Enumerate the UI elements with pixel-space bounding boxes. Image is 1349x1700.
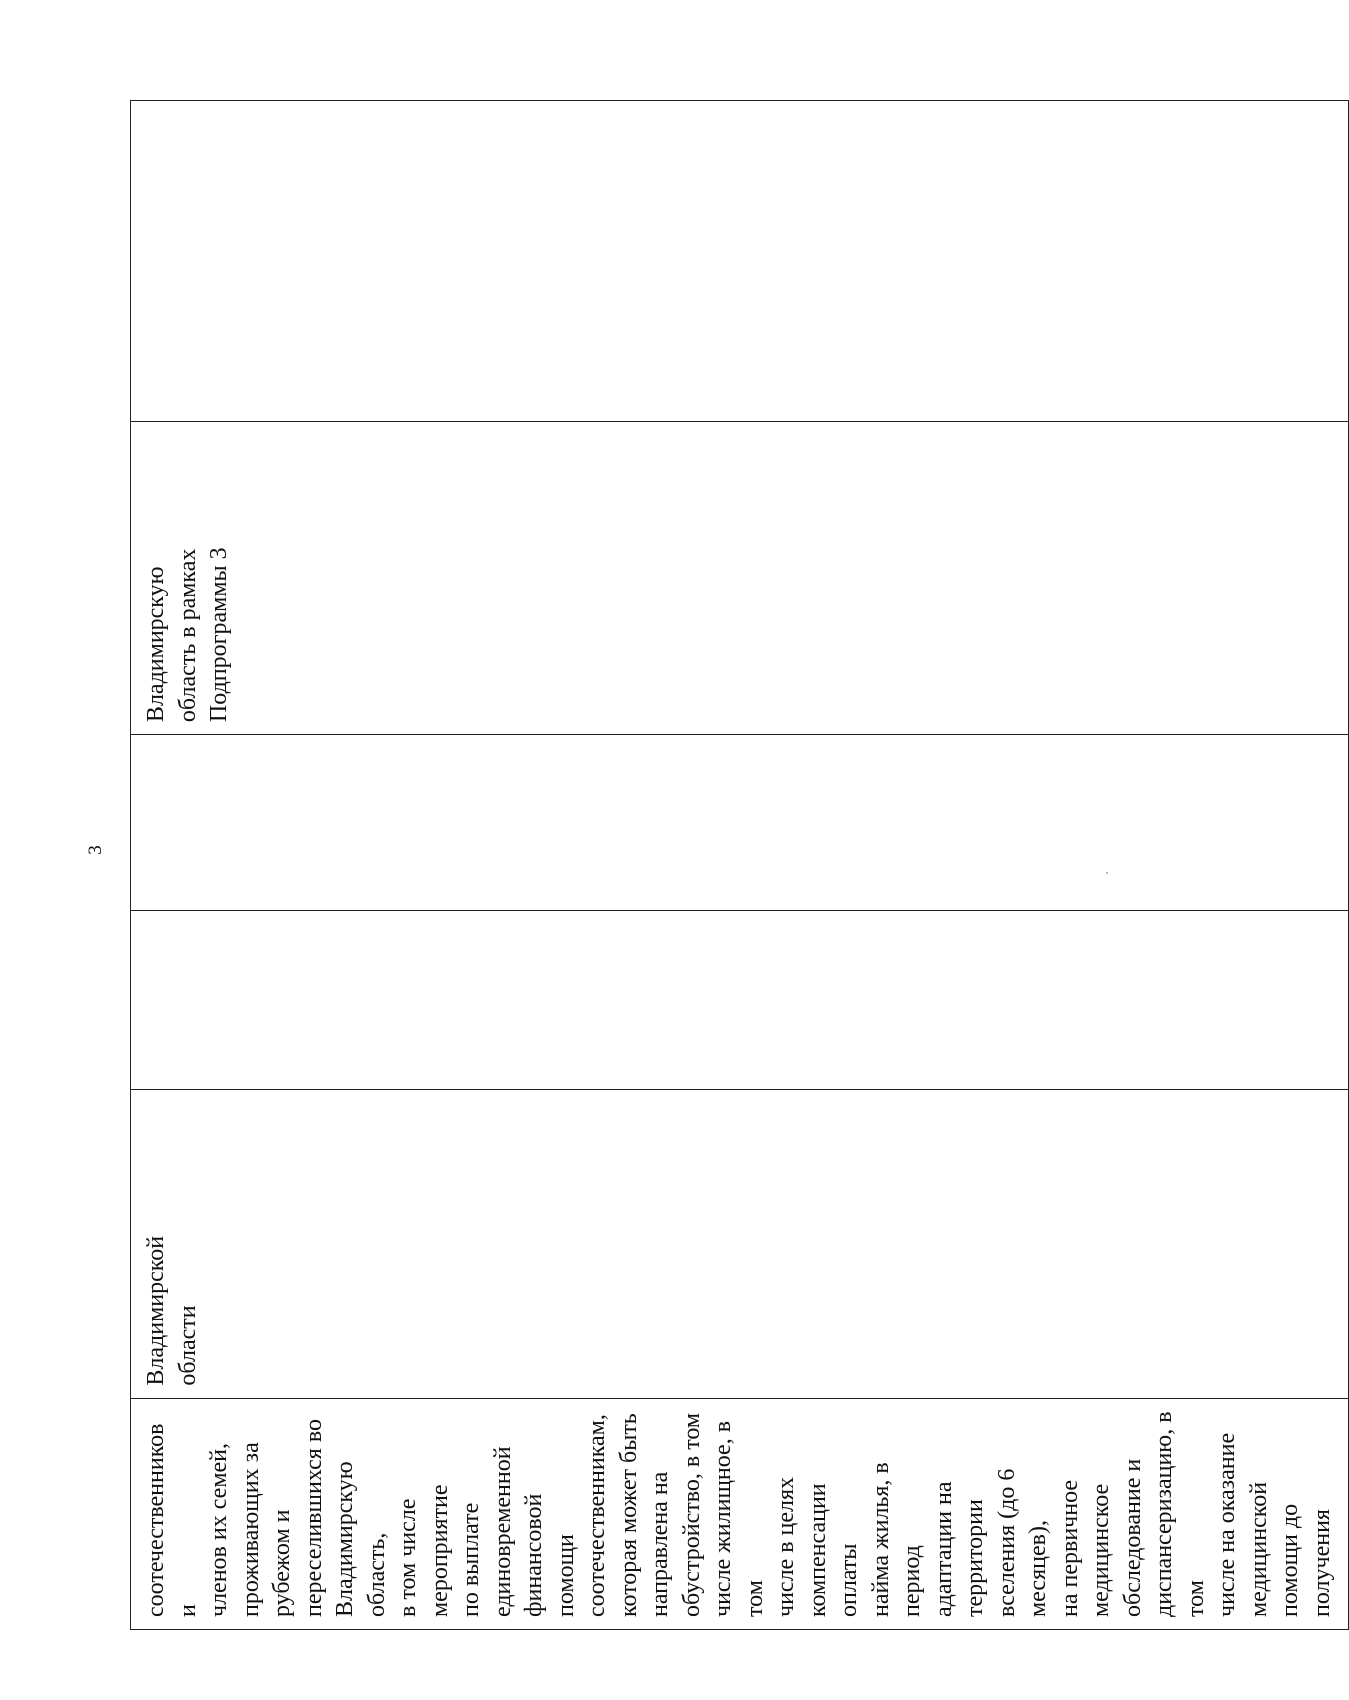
table-row	[131, 101, 1349, 1630]
page-number: 3	[85, 845, 106, 855]
table-cell-region: Владимирской области	[131, 1089, 1349, 1398]
table-cell-empty-1	[131, 911, 1349, 1089]
document-table	[130, 100, 1349, 1630]
table-cell-empty-3	[131, 101, 1349, 422]
table-cell-description: соотечественников и членов их семей, проживающих за рубежом и переселившихся во Владимирскую область, в том числе мероприятие по выплате единовременной финансовой помощи соотечественникам, которая может быть направлена на обустройство, в том числе жилищное, в том числе в целях компенсации оплаты найма жилья, в период адаптации на территории вселения (до 6 месяцев), на первичное медицинское обследование и диспансеризацию, в том числе на оказание медицинской помощи до получения	[131, 1398, 1349, 1629]
rotated-table-wrapper	[130, 100, 1335, 1630]
table-cell-empty-2	[131, 735, 1349, 911]
table-cell-subprogram: Владимирскую область в рамках Подпрограммы 3	[131, 422, 1349, 735]
scan-speck	[1106, 872, 1108, 874]
document-table-frame	[130, 100, 1335, 1630]
